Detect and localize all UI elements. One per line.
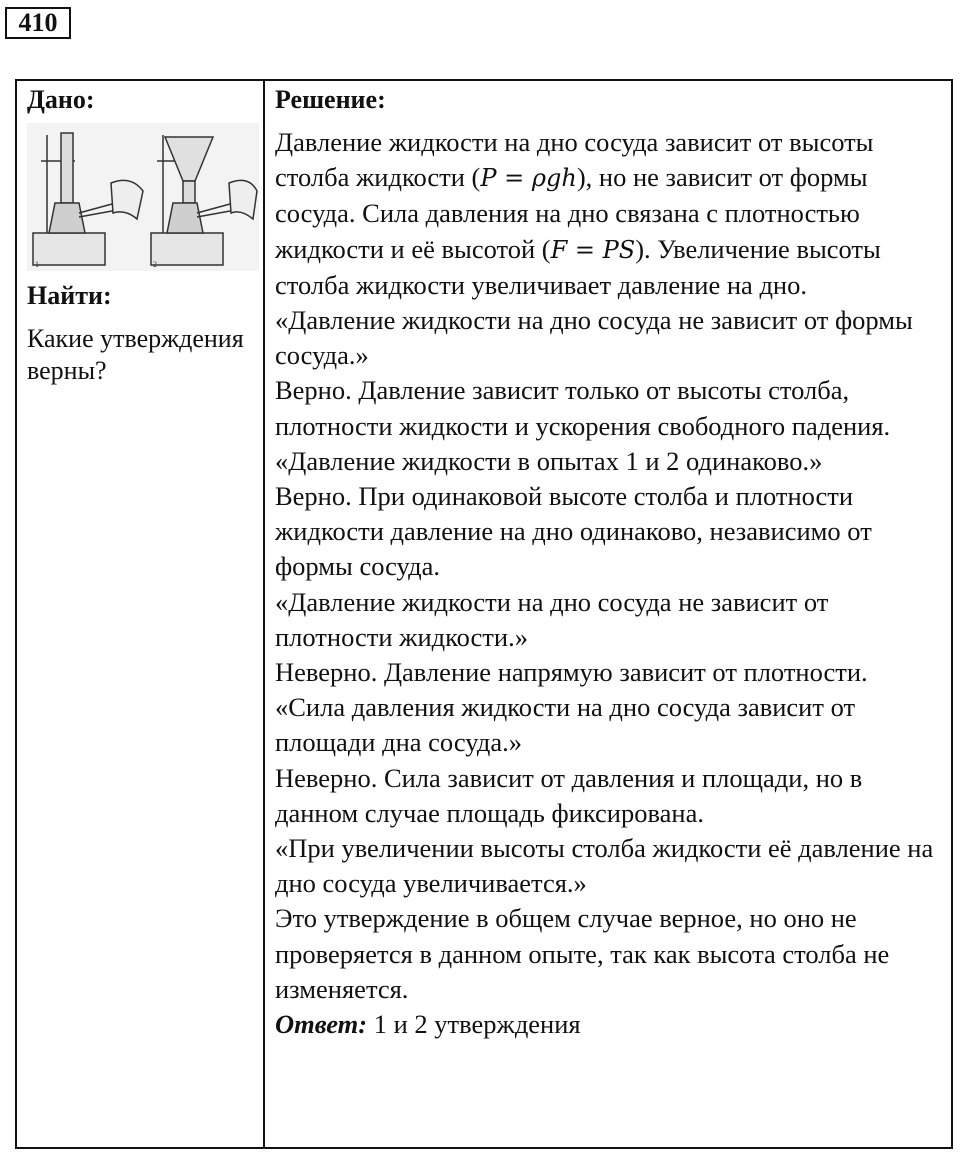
statement-4-verdict: Неверно. Сила зависит от давления и площади, но в данном случае площадь фиксирована. (275, 762, 863, 828)
statement-2-quote: «Давление жидкости в опытах 1 и 2 одинаково.» (275, 445, 823, 476)
force-formula: F = PS (550, 235, 636, 264)
figure-label-2: 2 (153, 260, 157, 269)
find-label: Найти: (27, 281, 112, 310)
statement-4-quote: «Сила давления жидкости на дно сосуда зависит от площади дна сосуда.» (275, 692, 856, 758)
given-label: Дано: (27, 85, 95, 114)
statement-3-quote: «Давление жидкости на дно сосуда не зависит от плотности жидкости.» (275, 586, 829, 652)
solution-body (275, 125, 951, 1042)
answer-label: Ответ: (275, 1009, 368, 1040)
given-column (17, 81, 265, 1147)
statement-5-verdict: Это утверждение в общем случае верное, но оно не проверяется в данном опыте, так как высота столба не изменяется. (275, 903, 890, 1004)
task-number: 410 (5, 7, 71, 39)
solution-column (265, 81, 951, 1147)
statement-3-verdict: Неверно. Давление напрямую зависит от плотности. (275, 657, 868, 688)
pressure-formula: P = ρgh (480, 164, 577, 193)
answer-line (275, 1007, 951, 1042)
statement-1-verdict: Верно. Давление зависит только от высоты столба, плотности жидкости и ускорения свободного падения. (275, 375, 891, 441)
statement-1-quote: «Давление жидкости на дно сосуда не зависит от формы сосуда.» (275, 305, 913, 371)
pressure-apparatus-figure (27, 123, 259, 271)
solution-label: Решение: (275, 85, 386, 114)
figure-label-1: 1 (35, 260, 39, 269)
question-text: Какие утверждения верны? (27, 324, 244, 385)
intro-paragraph: Давление жидкости на дно сосуда зависит от высоты столба жидкости (P = ρgh), но не зависит от формы сосуда. Сила давления на дно связана с плотностью жидкости и её высотой (F = PS). Увеличение высоты столба жидкости увеличивает давление на дно. (275, 127, 881, 300)
answer-text: 1 и 2 утверждения (373, 1009, 581, 1040)
statement-2-verdict: Верно. При одинаковой высоте столба и плотности жидкости давление на дно одинаково, независимо от формы сосуда. (275, 481, 872, 582)
solution-table (15, 79, 953, 1149)
statement-5-quote: «При увеличении высоты столба жидкости её давление на дно сосуда увеличивается.» (275, 833, 934, 899)
